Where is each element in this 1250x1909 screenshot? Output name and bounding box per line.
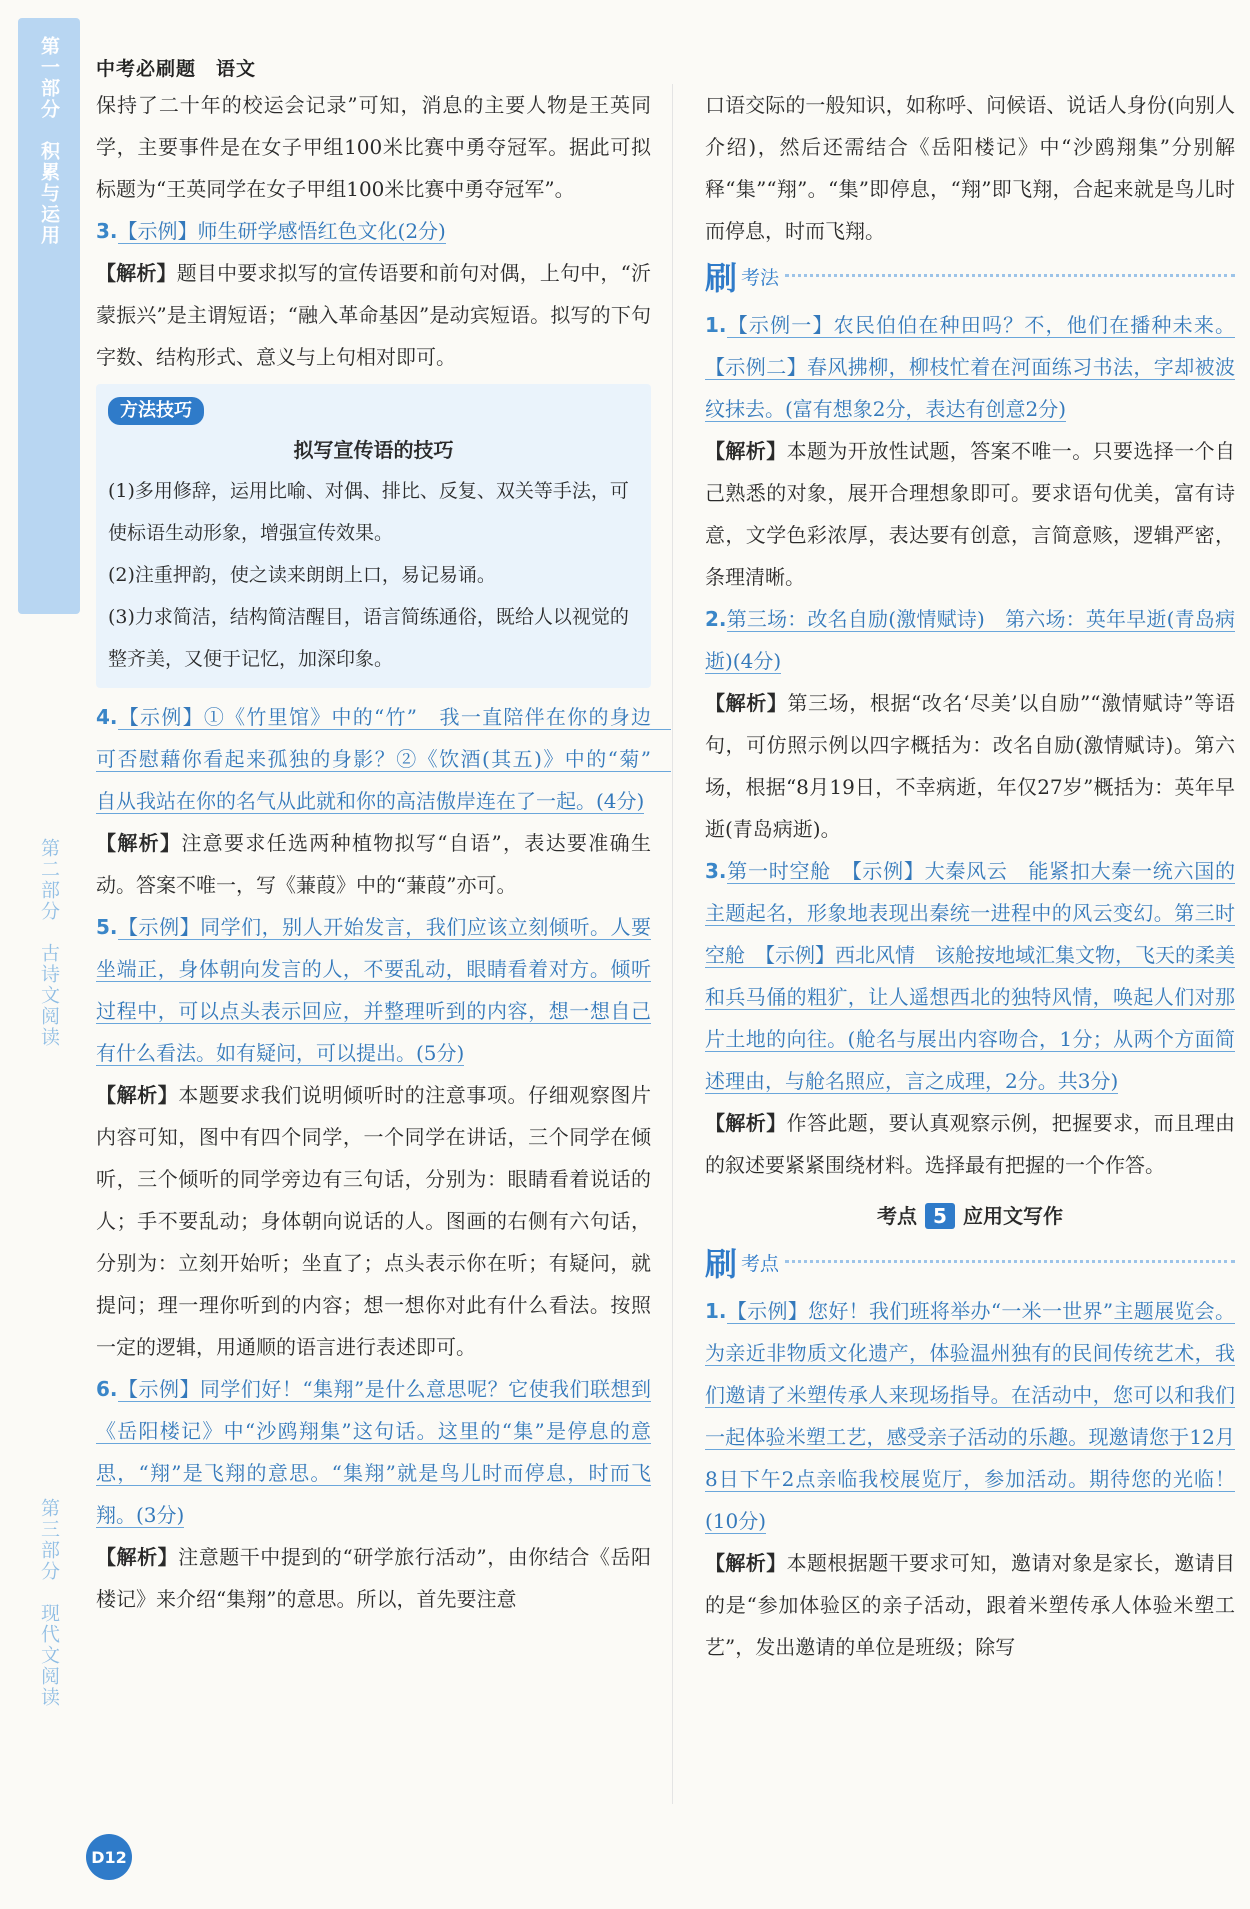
q4-number: 4.	[96, 705, 118, 729]
q4-analysis-tag: 【解析】	[96, 831, 182, 855]
r1-analysis-tag: 【解析】	[705, 439, 787, 463]
section-header-kaofa	[705, 256, 1235, 300]
q5-analysis-tag: 【解析】	[96, 1083, 179, 1107]
q5-answer: 【示例】同学们，别人开始发言，我们应该立刻倾听。人要坐端正，身体朝向发言的人，不要乱动，眼睛看着对方。倾听过程中，可以点头表示回应，并整理听到的内容，想一想自己有什么看法。如有疑问，可以提出。(5分)	[96, 915, 651, 1065]
method-tips-badge: 方法技巧	[108, 397, 204, 425]
question-5	[96, 906, 651, 1074]
r2-number: 2.	[705, 607, 727, 631]
r2-analysis-text: 第三场，根据“改名‘尽美’以自励”“激情赋诗”等语句，可仿照示例以四字概括为：改名自励(激情赋诗)。第六场，根据“8月19日，不幸病逝，年仅27岁”概括为：英年早逝(青岛病逝)。	[705, 691, 1235, 841]
q5-analysis-text: 本题要求我们说明倾听时的注意事项。仔细观察图片内容可知，图中有四个同学，一个同学在讲话，三个同学在倾听，三个倾听的同学旁边有三句话，分别为：眼睛看着说话的人；手不要乱动；身体朝向说话的人。图画的右侧有六句话，分别为：立刻开始听；坐直了；点头表示你在听；有疑问，就提问；理一理你听到的内容；想一想你对此有什么看法。按照一定的逻辑，用通顺的语言进行表述即可。	[96, 1083, 652, 1359]
r1-number: 1.	[705, 313, 727, 337]
r2-analysis	[705, 682, 1235, 850]
r2-analysis-tag: 【解析】	[705, 691, 788, 715]
question-4	[96, 696, 671, 822]
q6-answer: 【示例】同学们好！“集翔”是什么意思呢？它使我们联想到《岳阳楼记》中“沙鸥翔集”这句话。这里的“集”是停息的意思，“翔”是飞翔的意思。“集翔”就是鸟儿时而停息，时而飞翔。(3分)	[96, 1377, 651, 1527]
method-tips-title: 拟写宣传语的技巧	[293, 438, 454, 462]
side-tab-part3-label: 第三部分 现代文阅读	[38, 1498, 60, 1708]
method-tip-2: (2)注重押韵，使之读来朗朗上口，易记易诵。	[108, 564, 496, 586]
r1-analysis	[705, 430, 1235, 598]
kaodian-title: 应用文写作	[962, 1204, 1063, 1228]
column-divider	[672, 84, 673, 1804]
kaodian-prefix: 考点	[877, 1204, 918, 1228]
s1-analysis	[705, 1542, 1235, 1668]
q6-analysis	[96, 1536, 651, 1620]
left-column	[96, 84, 671, 1620]
brush-icon: 刷	[705, 259, 738, 297]
kaofa-question-3	[705, 850, 1235, 1102]
r3-analysis-text: 作答此题，要认真观察示例，把握要求，而且理由的叙述要紧紧围绕材料。选择最有把握的一个作答。	[705, 1111, 1236, 1177]
r3-number: 3.	[705, 859, 727, 883]
r2-answer: 第三场：改名自励(激情赋诗) 第六场：英年早逝(青岛病逝)(4分)	[705, 607, 1235, 673]
s1-analysis-text: 本题根据题干要求可知，邀请对象是家长，邀请目的是“参加体验区的亲子活动，跟着米塑传承人体验米塑工艺”，发出邀请的单位是班级；除写	[705, 1551, 1236, 1659]
brush-icon: 刷	[705, 1245, 738, 1283]
kaodian-heading	[705, 1194, 1235, 1238]
book-header: 中考必刷题 语文	[96, 58, 257, 80]
kaofa-question-1	[705, 304, 1235, 430]
q6-number: 6.	[96, 1377, 118, 1401]
continued-paragraph: 口语交际的一般知识，如称呼、问候语、说话人身份(向别人介绍)，然后还需结合《岳阳楼记》中“沙鸥翔集”分别解释“集”“翔”。“集”即停息，“翔”即飞翔，合起来就是鸟儿时而停息，时而飞翔。	[705, 93, 1235, 243]
side-tab-part2[interactable]	[18, 820, 80, 1120]
method-tip-3: (3)力求简洁，结构简洁醒目，语言简练通俗，既给人以视觉的整齐美，又便于记忆，加深印象。	[108, 606, 629, 670]
q6-analysis-tag: 【解析】	[96, 1545, 179, 1569]
section-label-kaofa: 考法	[741, 267, 780, 289]
question-6	[96, 1368, 651, 1536]
r1-answer: 【示例一】农民伯伯在种田吗？不，他们在播种未来。【示例二】春风拂柳，柳枝忙着在河面练习书法，字却被波纹抹去。(富有想象2分，表达有创意2分)	[705, 313, 1235, 421]
section-label-kaodian: 考点	[741, 1253, 780, 1275]
s1-analysis-tag: 【解析】	[705, 1551, 787, 1575]
q4-answer: 【示例】①《竹里馆》中的“竹” 我一直陪伴在你的身边 可否慰藉你看起来孤独的身影？②《饮酒(其五)》中的“菊” 自从我站在你的名气从此就和你的高洁傲岸连在了一起。(4分)	[96, 705, 671, 813]
s1-answer: 【示例】您好！我们班将举办“一米一世界”主题展览会。为亲近非物质文化遗产，体验温州独有的民间传统艺术，我们邀请了米塑传承人来现场指导。在活动中，您可以和我们一起体验米塑工艺，感受亲子活动的乐趣。现邀请您于12月8日下午2点亲临我校展览厅，参加活动。期待您的光临！(10分)	[705, 1299, 1235, 1533]
r1-analysis-text: 本题为开放性试题，答案不唯一。只要选择一个自己熟悉的对象，展开合理想象即可。要求语句优美，富有诗意，文学色彩浓厚，表达要有创意，言简意赅，逻辑严密，条理清晰。	[705, 439, 1236, 589]
q3-analysis-text: 题目中要求拟写的宣传语要和前句对偶，上句中，“沂蒙振兴”是主谓短语；“融入革命基因”是动宾短语。拟写的下句字数、结构形式、意义与上句相对即可。	[96, 261, 652, 369]
side-tab-part1[interactable]	[18, 18, 80, 614]
q5-number: 5.	[96, 915, 118, 939]
q6-analysis-text: 注意题干中提到的“研学旅行活动”，由你结合《岳阳楼记》来介绍“集翔”的意思。所以，首先要注意	[96, 1545, 651, 1611]
side-tab-part1-label: 第一部分 积累与运用	[38, 36, 60, 246]
section-header-kaodian	[705, 1242, 1235, 1286]
q4-analysis	[96, 822, 651, 906]
method-tip-1: (1)多用修辞，运用比喻、对偶、排比、反复、双关等手法，可使标语生动形象，增强宣传效果。	[108, 480, 629, 544]
q4-analysis-text: 注意要求任选两种植物拟写“自语”，表达要准确生动。答案不唯一，写《蒹葭》中的“蒹葭”亦可。	[96, 831, 652, 897]
s1-number: 1.	[705, 1299, 727, 1323]
side-tab-part2-label: 第二部分 古诗文阅读	[38, 838, 60, 1048]
dotted-rule	[785, 1260, 1235, 1263]
q3-analysis	[96, 252, 651, 378]
right-column	[705, 84, 1235, 1668]
q3-answer: 【示例】师生研学感悟红色文化(2分)	[117, 219, 446, 243]
q3-number: 3.	[96, 219, 118, 243]
page-number-badge: D12	[86, 1834, 132, 1880]
side-tab-part3[interactable]	[18, 1480, 80, 1780]
kaofa-question-2	[705, 598, 1235, 682]
r3-analysis-tag: 【解析】	[705, 1111, 787, 1135]
intro-paragraph: 保持了二十年的校运会记录”可知，消息的主要人物是王英同学，主要事件是在女子甲组100米比赛中勇夺冠军。据此可拟标题为“王英同学在女子甲组100米比赛中勇夺冠军”。	[96, 93, 651, 201]
q5-analysis	[96, 1074, 651, 1368]
r3-answer: 第一时空舱 【示例】大秦风云 能紧扣大秦一统六国的主题起名，形象地表现出秦统一进程中的风云变幻。第三时空舱 【示例】西北风情 该舱按地域汇集文物，飞天的柔美和兵马俑的粗犷，让人遥想西北的独特风情，唤起人们对那片土地的向往。(舱名与展出内容吻合，1分；从两个方面简述理由，与舱名照应，言之成理，2分。共3分)	[705, 859, 1235, 1093]
r3-analysis	[705, 1102, 1235, 1186]
method-tips-box	[96, 384, 651, 688]
kaodian-question-1	[705, 1290, 1235, 1542]
question-3	[96, 210, 651, 252]
q3-analysis-tag: 【解析】	[96, 261, 177, 285]
dotted-rule	[785, 274, 1235, 277]
kaodian-number: 5	[925, 1203, 955, 1229]
